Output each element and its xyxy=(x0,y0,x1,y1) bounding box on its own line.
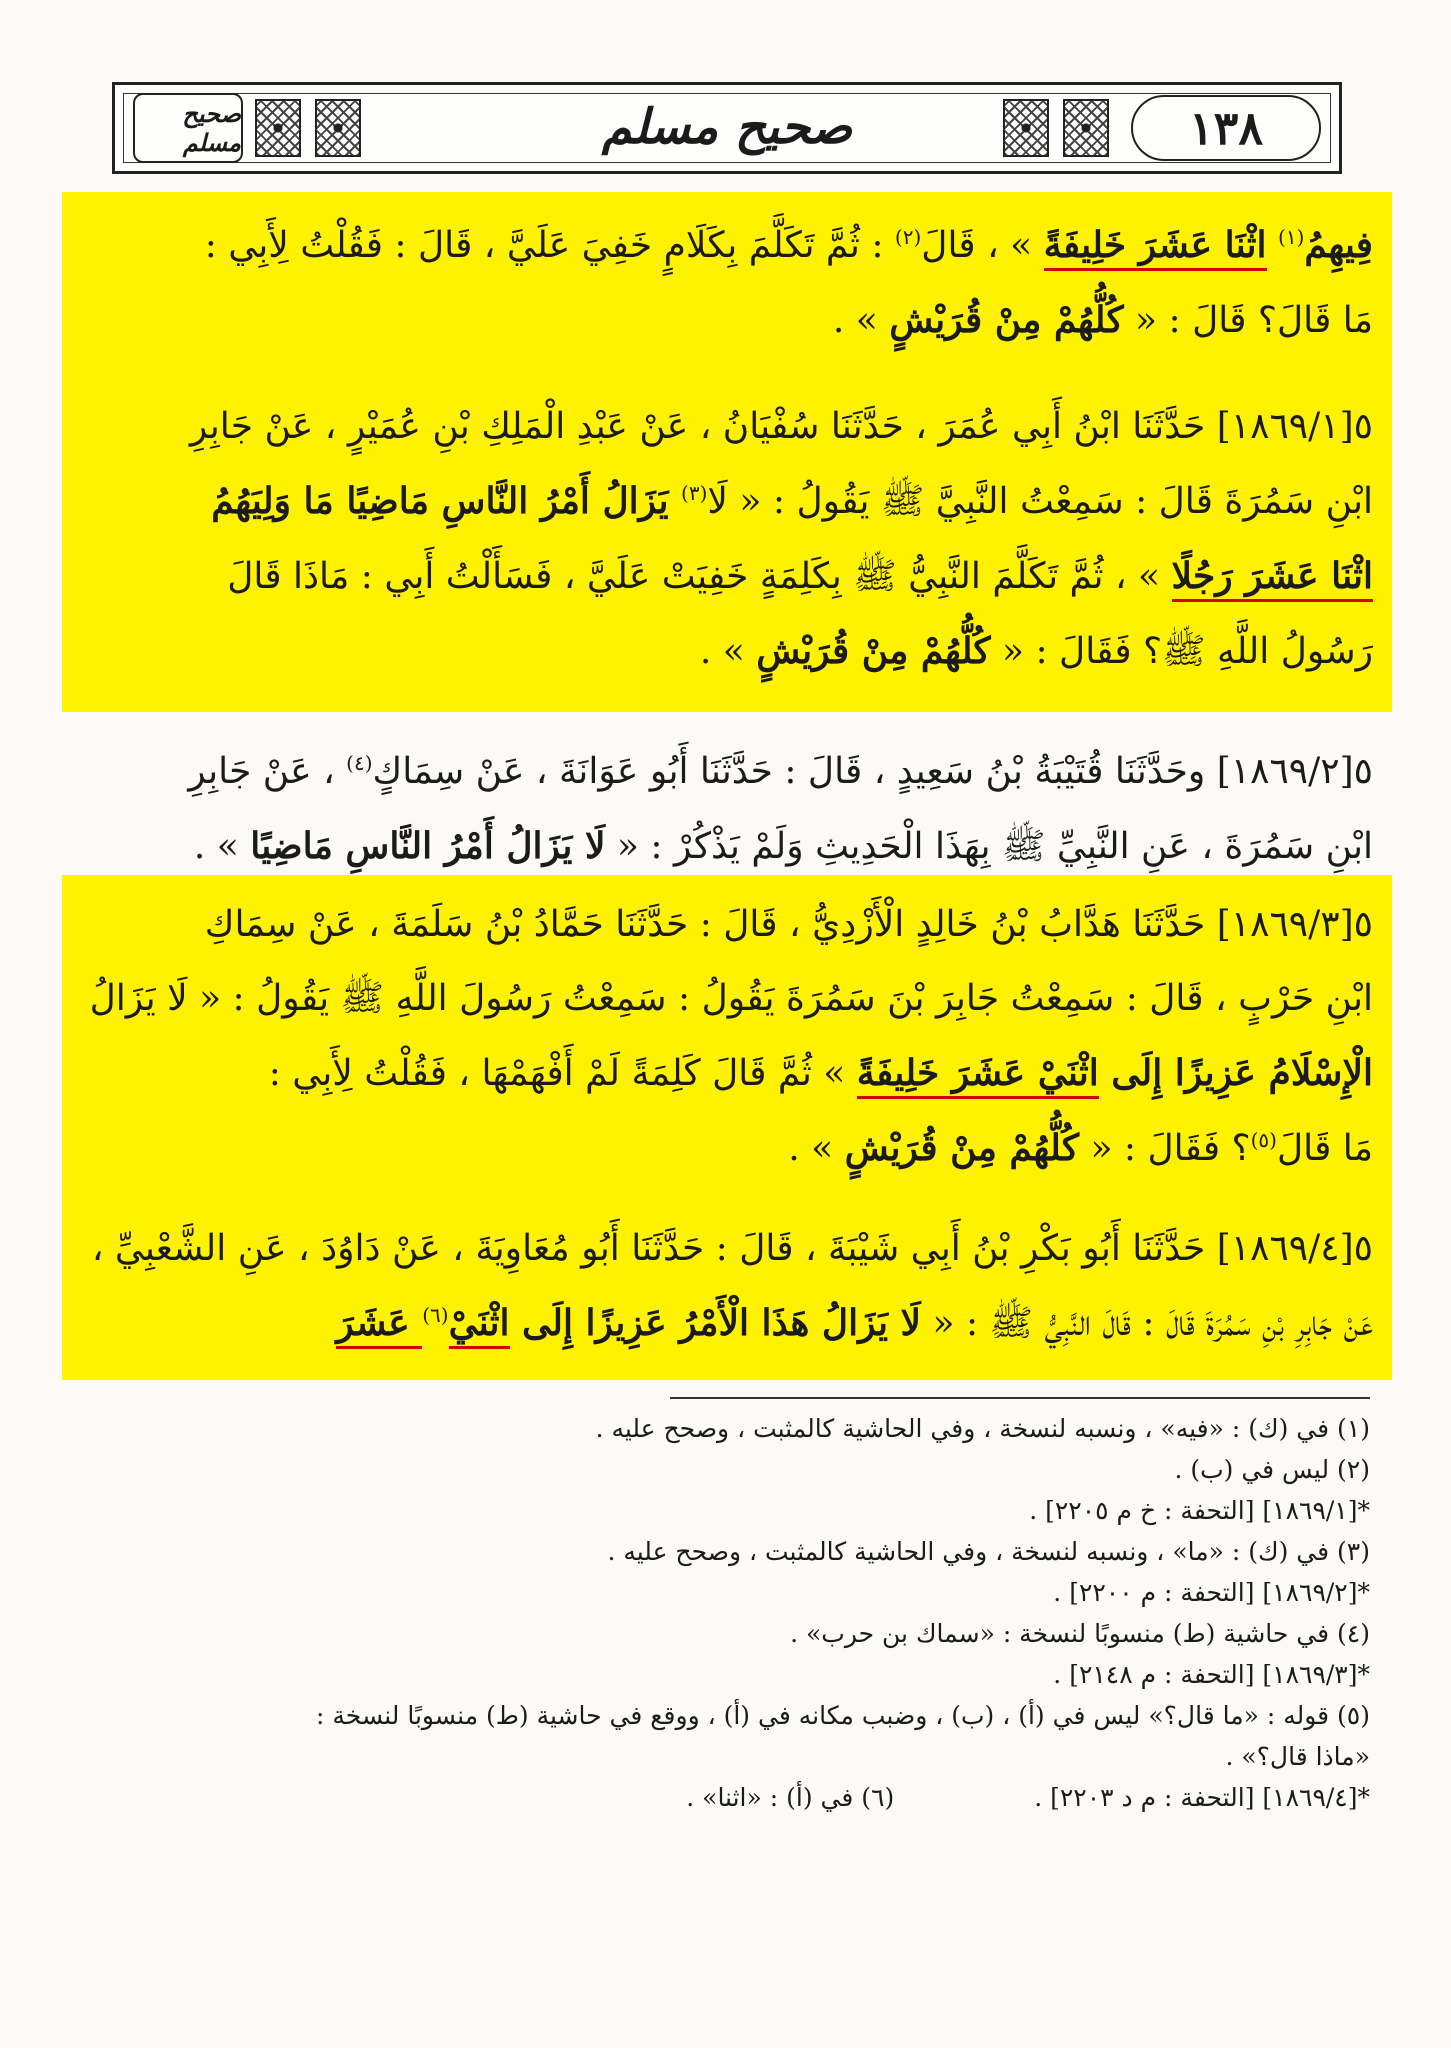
text-line xyxy=(78,1036,1373,1111)
text-run: » . xyxy=(788,1128,845,1169)
bold-phrase: كُلُّهُمْ مِنْ قُرَيْشٍ xyxy=(889,299,1124,341)
page-header xyxy=(112,82,1342,174)
footnote: (٢) ليس في (ب) . xyxy=(1174,1455,1370,1484)
bold-phrase: كُلُّهُمْ مِنْ قُرَيْشٍ xyxy=(756,630,991,672)
page-number-frame xyxy=(1131,95,1321,161)
underlined-phrase: اثْنَا عَشَرَ خَلِيفَةً xyxy=(1044,224,1267,271)
underlined-phrase: عَشَرَ xyxy=(336,1302,422,1349)
underlined-phrase: اثْنَيْ عَشَرَ خَلِيفَةً xyxy=(857,1052,1099,1099)
footnote-ref: (٢) xyxy=(894,225,922,249)
footnote-separator xyxy=(670,1397,1370,1399)
text-run: » ، ثُمَّ تَكَلَّمَ النَّبِيُّ ﷺ بِكَلِمَةٍ خَفِيَتْ عَلَيَّ ، فَسَأَلْتُ أَبِي : مَاذَا قَالَ xyxy=(227,556,1172,597)
footnotes xyxy=(80,1408,1370,1818)
text-run: » . xyxy=(699,631,757,672)
text-run xyxy=(1267,225,1278,266)
footnote-ref: (٤) xyxy=(346,751,373,775)
bold-phrase: يَزَالُ أَمْرُ النَّاسِ مَاضِيًا مَا وَلِيَهُمُ xyxy=(211,480,682,522)
text-run: ابْنِ حَرْبٍ ، قَالَ : سَمِعْتُ جَابِرَ بْنَ سَمُرَةَ يَقُولُ : سَمِعْتُ رَسُولَ اللَّهِ ﷺ يَقُولُ : « لَا يَزَالُ xyxy=(89,978,1373,1019)
underlined-phrase: اثْنَيْ xyxy=(449,1302,510,1349)
text-run: ، عَنْ جَابِرِ xyxy=(188,751,347,792)
footnote: (١) في (ك) : «فيه» ، ونسبه لنسخة ، وفي الحاشية كالمثبت ، وصحح عليه . xyxy=(595,1414,1370,1443)
text-line xyxy=(78,539,1373,614)
text-line xyxy=(78,614,1373,689)
text-run: » . xyxy=(832,300,890,341)
text-line xyxy=(78,735,1373,809)
text-run: : ثُمَّ تَكَلَّمَ بِكَلَامٍ خَفِيَ عَلَيَّ ، قَالَ : فَقُلْتُ لِأَبِي : xyxy=(204,225,895,266)
underlined-phrase: اثْنَا عَشَرَ رَجُلًا xyxy=(1172,555,1374,602)
book-title: صحيح مسلم xyxy=(601,99,853,155)
hadith-paragraph xyxy=(78,735,1373,884)
paragraph-continuation xyxy=(78,208,1373,358)
ornament-icon xyxy=(1003,99,1049,157)
ornament-icon xyxy=(1063,99,1109,157)
footnote-reference: *[١٨٦٩/١] [التحفة : خ م ٢٢٠٥] . xyxy=(1029,1496,1370,1525)
bold-phrase: لَا يَزَالُ أَمْرُ النَّاسِ مَاضِيًا xyxy=(250,825,606,867)
seal-text: صحيح مسلم xyxy=(182,99,241,157)
text-line xyxy=(78,1111,1373,1186)
text-run: » . xyxy=(193,826,251,867)
footnote-ref: (٥) xyxy=(1250,1128,1277,1152)
footnote-reference: *[١٨٦٩/٤] [التحفة : م د ٢٢٠٣] . xyxy=(1034,1783,1370,1812)
text-run: » ثُمَّ قَالَ كَلِمَةً لَمْ أَفْهَمْهَا ، فَقُلْتُ لِأَبِي : xyxy=(268,1053,857,1094)
hadith-paragraph xyxy=(78,390,1373,689)
hadith-paragraph xyxy=(78,888,1373,1186)
bold-phrase: كُلُّهُمْ مِنْ قُرَيْشٍ xyxy=(844,1127,1079,1169)
text-run: مَا قَالَ xyxy=(1276,1128,1373,1169)
text-run: فِيهِمُ xyxy=(1304,224,1373,266)
hadith-paragraph xyxy=(78,1212,1373,1361)
footnote-ref: (٣) xyxy=(681,481,708,505)
hadith-number: ٥[١٨٦٩/١] xyxy=(1216,406,1373,447)
footnote-ref: (١) xyxy=(1278,225,1305,249)
text-run: حَدَّثَنَا أَبُو بَكْرِ بْنُ أَبِي شَيْبَةَ ، قَالَ : حَدَّثَنَا أَبُو مُعَاوِيَةَ ، عَنْ دَاوُدَ ، عَنِ الشَّعْبِيِّ ، xyxy=(91,1228,1206,1269)
page-number: ١٣٨ xyxy=(1188,101,1264,155)
hadith-number: ٥[١٨٦٩/٤] xyxy=(1216,1228,1373,1269)
text-run: حَدَّثَنَا هَدَّابُ بْنُ خَالِدٍ الْأَزْدِيُّ ، قَالَ : حَدَّثَنَا حَمَّادُ بْنُ سَلَمَةَ ، عَنْ سِمَاكِ xyxy=(204,904,1206,945)
footnote-ref: (٦) xyxy=(422,1303,449,1327)
text-line xyxy=(78,390,1373,464)
footnote-row xyxy=(80,1777,1370,1818)
footnote-reference: *[١٨٦٩/٣] [التحفة : م ٢١٤٨] . xyxy=(1053,1660,1370,1689)
text-line xyxy=(78,1286,1373,1361)
text-line xyxy=(78,888,1373,962)
text-line xyxy=(78,809,1373,884)
text-run: ؟ فَقَالَ : « xyxy=(1079,1128,1251,1169)
text-line xyxy=(78,1212,1373,1286)
text-run: رَسُولُ اللَّهِ ﷺ؟ فَقَالَ : « xyxy=(990,631,1373,672)
footnote-reference: *[١٨٦٩/٢] [التحفة : م ٢٢٠٠] . xyxy=(1053,1578,1370,1607)
text-line xyxy=(78,464,1373,539)
text-run: ابْنِ سَمُرَةَ قَالَ : سَمِعْتُ النَّبِيَّ ﷺ يَقُولُ : « لَا xyxy=(707,481,1373,522)
text-run: ابْنِ سَمُرَةَ ، عَنِ النَّبِيِّ ﷺ بِهَذَا الْحَدِيثِ وَلَمْ يَذْكُرْ : « xyxy=(605,826,1373,867)
text-line xyxy=(78,962,1373,1036)
text-run: عَنْ جَابِرِ بْنِ سَمُرَةَ قَالَ : قَالَ النَّبِيُّ ﷺ : « xyxy=(921,1303,1373,1344)
hadith-number: ٥[١٨٦٩/٢] xyxy=(1216,751,1373,792)
text-line xyxy=(78,208,1373,283)
footnote: (٤) في حاشية (ط) منسوبًا لنسخة : «سماك بن حرب» . xyxy=(790,1619,1370,1648)
text-line xyxy=(78,283,1373,358)
text-run: » ، قَالَ xyxy=(921,225,1044,266)
text-run: حَدَّثَنَا ابْنُ أَبِي عُمَرَ ، حَدَّثَنَا سُفْيَانُ ، عَنْ عَبْدِ الْمَلِكِ بْنِ عُمَيْرٍ ، عَنْ جَابِرِ xyxy=(189,406,1206,447)
hadith-number: ٥[١٨٦٩/٣] xyxy=(1216,904,1373,945)
bold-phrase: الْإِسْلَامُ عَزِيزًا إِلَى xyxy=(1098,1052,1373,1094)
footnote: (٦) في (أ) : «اثنا» . xyxy=(686,1783,895,1812)
bold-phrase: لَا يَزَالُ هَذَا الْأَمْرُ عَزِيزًا إِلَى xyxy=(509,1302,922,1344)
footnote: «ماذا قال؟» . xyxy=(1225,1742,1370,1771)
text-run: وحَدَّثَنَا قُتَيْبَةُ بْنُ سَعِيدٍ ، قَالَ : حَدَّثَنَا أَبُو عَوَانَةَ ، عَنْ سِمَاكٍ xyxy=(372,751,1206,792)
footnote: (٥) قوله : «ما قال؟» ليس في (أ) ، (ب) ، وضبب مكانه في (أ) ، ووقع في حاشية (ط) منسوبًا لنسخة : xyxy=(316,1701,1370,1730)
text-run: مَا قَالَ؟ قَالَ : « xyxy=(1123,300,1373,341)
footnote: (٣) في (ك) : «ما» ، ونسبه لنسخة ، وفي الحاشية كالمثبت ، وصحح عليه . xyxy=(607,1537,1370,1566)
